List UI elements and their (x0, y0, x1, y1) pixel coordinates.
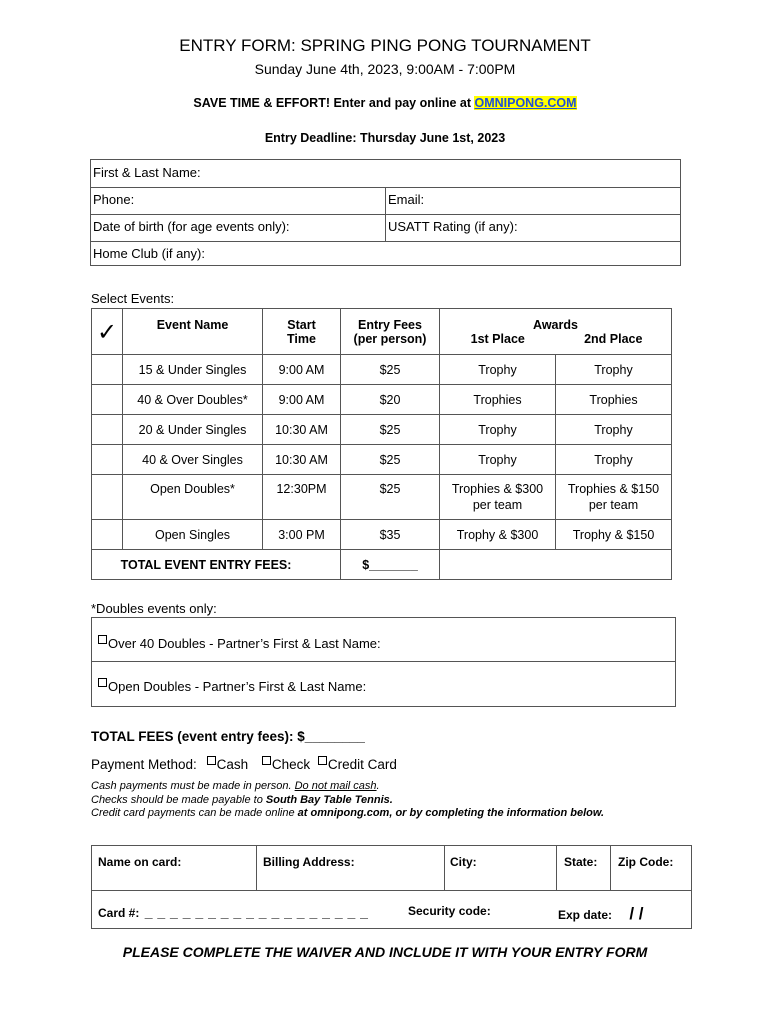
email-field[interactable]: Email: (388, 192, 425, 207)
check-header (92, 309, 123, 355)
event-time: 10:30 AM (263, 445, 341, 475)
event-name: 40 & Over Singles (123, 445, 263, 475)
total-fees-field[interactable]: TOTAL FEES (event entry fees): $________ (91, 729, 365, 744)
event-fee: $20 (341, 385, 440, 415)
open-doubles-checkbox[interactable] (98, 678, 107, 687)
omnipong-link[interactable]: OMNIPONG.COM (474, 96, 577, 110)
exp-date-slashes: / / (629, 904, 644, 923)
player-info-box (90, 159, 681, 266)
event-time: 9:00 AM (263, 385, 341, 415)
over40-checkbox[interactable] (98, 635, 107, 644)
event-time: 9:00 AM (263, 355, 341, 385)
event-date: Sunday June 4th, 2023, 9:00AM - 7:00PM (254, 61, 516, 77)
first-place-award: Trophy & $300 (440, 520, 556, 550)
second-place-award: Trophy (556, 445, 672, 475)
payment-method-row (91, 756, 397, 772)
event-name: Open Singles (123, 520, 263, 550)
first-place-award: Trophy (440, 445, 556, 475)
zip-code-field[interactable]: Zip Code: (618, 855, 674, 869)
table-row (92, 520, 672, 550)
card-number-label: Card #: (98, 906, 140, 920)
second-place-award: Trophy (556, 415, 672, 445)
event-name: 15 & Under Singles (123, 355, 263, 385)
blank-cell (440, 550, 672, 580)
event-name: Open Doubles* (123, 475, 263, 520)
check-checkbox[interactable] (262, 756, 271, 765)
event-checkbox[interactable] (92, 385, 123, 415)
dob-field[interactable]: Date of birth (for age events only): (93, 219, 290, 234)
first-place-award: Trophy (440, 415, 556, 445)
state-field[interactable]: State: (564, 855, 598, 869)
event-name: 40 & Over Doubles* (123, 385, 263, 415)
event-fee: $25 (341, 445, 440, 475)
open-doubles-label: Open Doubles - Partner’s First & Last Name: (108, 679, 367, 694)
event-fee: $25 (341, 475, 440, 520)
save-text: SAVE TIME & EFFORT! Enter and pay online at (193, 96, 471, 110)
event-time: 3:00 PM (263, 520, 341, 550)
start-time-header: Start Time (263, 309, 341, 355)
select-events-label: Select Events: (91, 291, 175, 306)
event-fee: $35 (341, 520, 440, 550)
security-code-field[interactable]: Security code: (408, 904, 491, 918)
credit-card-box (91, 845, 692, 929)
second-place-award: Trophies & $150 per team (556, 475, 672, 520)
club-field[interactable]: Home Club (if any): (93, 246, 205, 261)
check-label: Check (271, 757, 311, 772)
table-row (92, 445, 672, 475)
events-table (91, 308, 672, 580)
event-checkbox[interactable] (92, 355, 123, 385)
second-place-award: Trophy (556, 355, 672, 385)
event-time: 12:30PM (263, 475, 341, 520)
entry-fees-header: Entry Fees (per person) (341, 309, 440, 355)
total-event-fees-field[interactable]: $_______ (341, 550, 440, 580)
first-place-award: Trophies (440, 385, 556, 415)
checkmark-icon: ✓ (96, 317, 118, 346)
entry-deadline: Entry Deadline: Thursday June 1st, 2023 (264, 131, 506, 145)
open-partner-field[interactable] (98, 678, 366, 694)
table-row (92, 355, 672, 385)
save-time-banner (0, 96, 770, 110)
awards-header: Awards 1st Place 2nd Place (440, 309, 672, 355)
event-name: 20 & Under Singles (123, 415, 263, 445)
exp-date-label: Exp date: (558, 908, 613, 922)
doubles-partner-box (91, 617, 676, 707)
table-row (92, 415, 672, 445)
phone-field[interactable]: Phone: (93, 192, 135, 207)
card-number-blanks: _ _ _ _ _ _ _ _ _ _ _ _ _ _ _ _ _ _ (144, 904, 369, 920)
over40-label: Over 40 Doubles - Partner’s First & Last Name: (108, 636, 381, 651)
over40-partner-field[interactable] (98, 635, 381, 651)
exp-date-field[interactable] (558, 904, 644, 924)
first-place-header: 1st Place (470, 331, 525, 346)
table-row (92, 475, 672, 520)
second-place-award: Trophy & $150 (556, 520, 672, 550)
payment-method-label: Payment Method: (91, 757, 197, 772)
name-on-card-field[interactable]: Name on card: (98, 855, 182, 869)
billing-address-field[interactable]: Billing Address: (263, 855, 355, 869)
city-field[interactable]: City: (450, 855, 477, 869)
card-number-field[interactable] (98, 904, 368, 920)
event-time: 10:30 AM (263, 415, 341, 445)
event-fee: $25 (341, 415, 440, 445)
cash-label: Cash (216, 757, 249, 772)
event-checkbox[interactable] (92, 445, 123, 475)
credit-card-label: Credit Card (327, 757, 397, 772)
cash-checkbox[interactable] (207, 756, 216, 765)
event-fee: $25 (341, 355, 440, 385)
first-place-award: Trophies & $300 per team (440, 475, 556, 520)
second-place-header: 2nd Place (584, 331, 643, 346)
event-checkbox[interactable] (92, 475, 123, 520)
credit-card-checkbox[interactable] (318, 756, 327, 765)
rating-field[interactable]: USATT Rating (if any): (388, 219, 518, 234)
doubles-label: *Doubles events only: (91, 601, 217, 616)
first-place-award: Trophy (440, 355, 556, 385)
event-checkbox[interactable] (92, 520, 123, 550)
total-event-fees-label: TOTAL EVENT ENTRY FEES: (92, 550, 341, 580)
event-checkbox[interactable] (92, 415, 123, 445)
form-title: ENTRY FORM: SPRING PING PONG TOURNAMENT (179, 36, 591, 55)
second-place-award: Trophies (556, 385, 672, 415)
payment-notes: Cash payments must be made in person. Do not mail cash. Checks should be made payable to South Bay Table Tennis. Credit card payments can be made online at omnipong.com, or by completing the information below. (91, 780, 605, 819)
table-row (92, 385, 672, 415)
name-field[interactable]: First & Last Name: (93, 165, 201, 180)
event-name-header: Event Name (123, 309, 263, 355)
waiver-notice: PLEASE COMPLETE THE WAIVER AND INCLUDE IT WITH YOUR ENTRY FORM (122, 944, 648, 960)
